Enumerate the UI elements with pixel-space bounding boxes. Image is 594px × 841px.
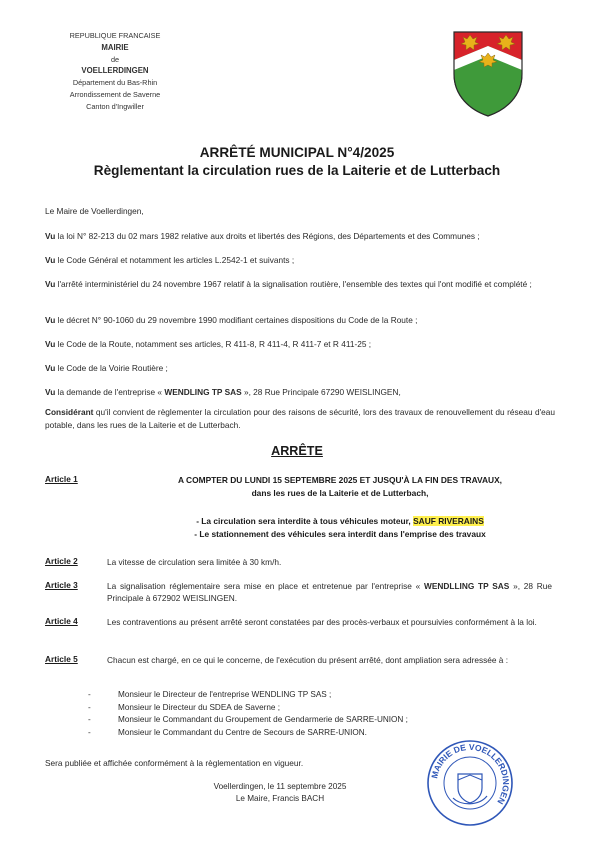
vu-label: Vu [45, 315, 56, 325]
preamble-vu-1 [45, 230, 555, 243]
vu-label: Vu [45, 363, 56, 373]
preamble-vu-7 [45, 386, 555, 399]
document-title: ARRÊTÉ MUNICIPAL N°4/2025 [199, 145, 395, 160]
article-5-label: Article 5 [45, 654, 78, 664]
article-1-bullet-circulation [100, 515, 580, 528]
preamble-vu-5 [45, 338, 555, 351]
bullet-text: - La circulation sera interdite à tous véhicules moteur, [196, 516, 414, 526]
vu-text: le Code Général et notamment les articles L.2542-1 et suivants ; [55, 255, 295, 265]
vu-label: Vu [45, 255, 56, 265]
mairie-header [40, 30, 190, 113]
article-4-label: Article 4 [45, 616, 78, 626]
stamp-text: MAIRIE DE VOELLERDINGEN [429, 741, 512, 807]
article-1-dates: A COMPTER DU LUNDI 15 SEPTEMBRE 2025 ET JUSQU'À LA FIN DES TRAVAUX, [177, 475, 502, 485]
vu-label: Vu [45, 231, 56, 241]
vu-label: Vu [45, 279, 56, 289]
list-item: - Monsieur le Directeur du SDEA de Saverne ; [88, 702, 281, 712]
company-name: WENDLLING TP SAS [424, 581, 510, 591]
vu-text: le décret N° 90-1060 du 29 novembre 1990 modifiant certaines dispositions du Code de la Route ; [55, 315, 418, 325]
document-subtitle: Règlementant la circulation rues de la Laiterie et de Lutterbach [93, 163, 501, 178]
header-arrondissement: Arrondissement de Saverne [69, 89, 161, 99]
preamble-vu-3 [45, 278, 555, 291]
header-canton: Canton d'Ingwiller [86, 101, 144, 111]
vu-label: Vu [45, 387, 56, 397]
header-departement: Département du Bas-Rhin [72, 78, 158, 88]
signature-block [200, 781, 360, 806]
list-item: - Monsieur le Directeur de l'entreprise WENDLING TP SAS ; [88, 690, 332, 699]
vu-text: le Code de la Voirie Routière ; [55, 363, 168, 373]
article-2-text: La vitesse de circulation sera limitée à 30 km/h. [107, 557, 282, 567]
recipients-list [88, 689, 408, 740]
article-1-bullet-stationnement: - Le stationnement des véhicules sera interdit dans l'emprise des travaux [194, 529, 486, 539]
vu-text: la loi N° 82-213 du 02 mars 1982 relative aux droits et libertés des Régions, des Départements et des Communes ; [55, 231, 480, 241]
list-item: - Monsieur le Commandant du Centre de Secours de SARRE-UNION. [88, 728, 367, 738]
article-1-label: Article 1 [45, 474, 78, 484]
preamble-considerant [45, 406, 555, 432]
vu-label: Vu [45, 339, 56, 349]
article-1-streets: dans les rues de la Laiterie et de Lutterbach, [251, 488, 429, 498]
article-3-text [107, 580, 552, 605]
vu-text: la demande de l'entreprise « [55, 387, 165, 397]
article-3-pre: La signalisation réglementaire sera mise en place et entretenue par l'entreprise « [107, 581, 425, 591]
preamble-vu-6 [45, 362, 555, 375]
considerant-label: Considérant [45, 407, 94, 417]
preamble-vu-2 [45, 254, 555, 267]
considerant-text: qu'il convient de règlementer la circulation pour des raisons de sécurité, lors des travaux de renouvellement du réseau d'eau potable, dans les rues de la Laiterie et de Lutterbach. [45, 407, 555, 430]
vu-text: le Code de la Route, notamment ses articles, R 411-8, R 411-4, R 411-7 et R 411-25 ; [55, 339, 372, 349]
article-3-post: », 28 Rue Principale à 672902 WEISLINGEN. [107, 581, 552, 604]
article-4-text: Les contraventions au présent arrêté seront constatées par des procès-verbaux et poursuivies conformément à la loi. [107, 617, 537, 627]
arrete-heading: ARRÊTE [271, 444, 323, 458]
article-2-label: Article 2 [45, 556, 78, 566]
header-de: de [110, 54, 120, 64]
header-commune: VOELLERDINGEN [81, 66, 149, 76]
closing-text: Sera publiée et affichée conformément à la règlementation en vigueur. [45, 758, 304, 768]
list-item: - Monsieur le Commandant du Groupement de Gendarmerie de SARRE-UNION ; [88, 715, 408, 725]
article-5-text: Chacun est chargé, en ce qui le concerne, de l'exécution du présent arrêté, dont ampliation sera adressée à : [107, 655, 509, 665]
header-mairie: MAIRIE [101, 42, 129, 52]
company-name: WENDLING TP SAS [164, 387, 242, 397]
vu-text: l'arrêté interministériel du 24 novembre 1967 relatif à la signalisation routière, l'ensemble des textes qui l'ont modifié et complété ; [55, 279, 532, 289]
header-republique: REPUBLIQUE FRANCAISE [69, 31, 161, 40]
mayor-name: Le Maire, Francis BACH [235, 794, 325, 804]
official-stamp-icon [425, 738, 515, 828]
coat-of-arms-icon [452, 30, 524, 118]
vu-text: », 28 Rue Principale 67290 WEISLINGEN, [241, 387, 401, 397]
article-3-label: Article 3 [45, 580, 78, 590]
place-date: Voellerdingen, le 11 septembre 2025 [213, 782, 347, 791]
preamble-intro: Le Maire de Voellerdingen, [45, 206, 144, 216]
preamble-vu-4 [45, 314, 555, 327]
sauf-riverains-highlight: SAUF RIVERAINS [413, 516, 484, 526]
